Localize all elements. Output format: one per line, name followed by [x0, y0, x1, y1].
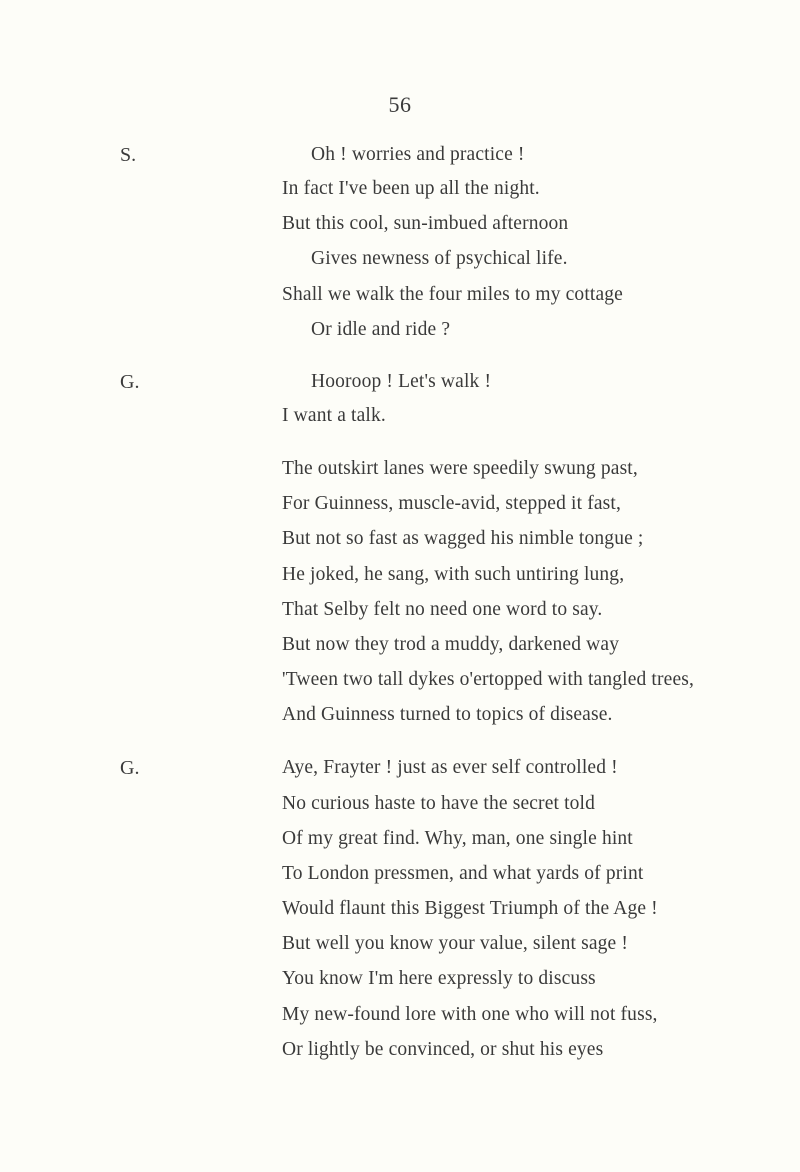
verse-line: Would flaunt this Biggest Triumph of the Age !	[282, 898, 658, 919]
speaker-label: G.	[120, 371, 140, 393]
verse-line: He joked, he sang, with such untiring lung,	[282, 564, 625, 585]
verse-line: Shall we walk the four miles to my cottage	[282, 284, 623, 305]
verse-line: Or lightly be convinced, or shut his eyes	[282, 1039, 604, 1060]
verse-line: But not so fast as wagged his nimble tongue ;	[282, 528, 644, 549]
verse-line: To London pressmen, and what yards of print	[282, 863, 644, 884]
verse-line: That Selby felt no need one word to say.	[282, 599, 603, 620]
verse-line: Hooroop ! Let's walk !	[311, 371, 492, 392]
verse-line: But well you know your value, silent sage !	[282, 933, 629, 954]
verse-line: Aye, Frayter ! just as ever self controlled !	[282, 757, 618, 778]
verse-line: I want a talk.	[282, 405, 386, 426]
verse-line: The outskirt lanes were speedily swung past,	[282, 458, 638, 479]
verse-line: In fact I've been up all the night.	[282, 178, 540, 199]
verse-line: You know I'm here expressly to discuss	[282, 968, 596, 989]
verse-line: Or idle and ride ?	[311, 319, 451, 340]
speaker-label: S.	[120, 144, 137, 166]
verse-line: Oh ! worries and practice !	[311, 144, 525, 165]
verse-line: 'Tween two tall dykes o'ertopped with tangled trees,	[282, 669, 695, 690]
speaker-label: G.	[120, 757, 140, 779]
verse-line: Of my great find. Why, man, one single hint	[282, 828, 633, 849]
verse-line: For Guinness, muscle-avid, stepped it fast,	[282, 493, 621, 514]
verse-line: Gives newness of psychical life.	[311, 248, 568, 269]
verse-line: No curious haste to have the secret told	[282, 793, 596, 814]
verse-line: But now they trod a muddy, darkened way	[282, 634, 620, 655]
verse-line: And Guinness turned to topics of disease.	[282, 704, 613, 725]
verse-line: My new-found lore with one who will not fuss,	[282, 1004, 658, 1025]
page-number: 56	[388, 92, 412, 117]
verse-line: But this cool, sun-imbued afternoon	[282, 213, 569, 234]
